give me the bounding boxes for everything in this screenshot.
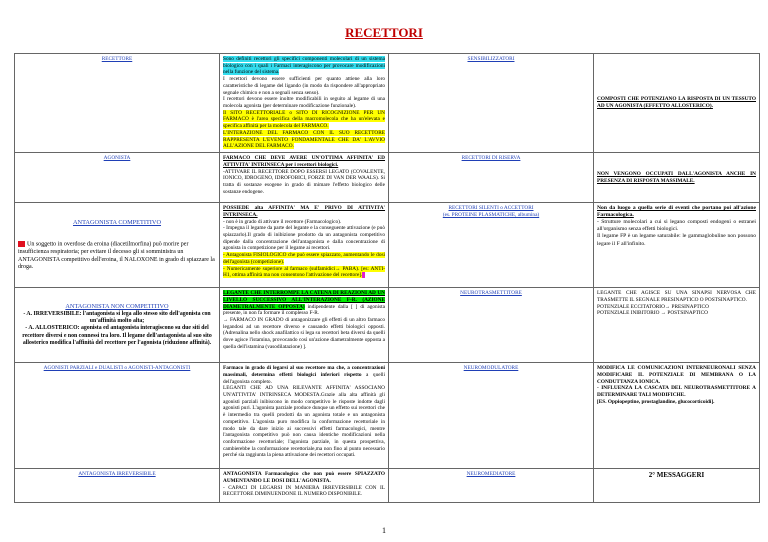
- highlighted-title: LEGANTE CHE INTERROMPE LA CATENA DI REAZIONI AD UN LIVELLO SUCCESSIVO ALL'INTERAZIONE F-R. (AZIONE DIAMETRALMENTE OPPOSTA): [223, 290, 385, 310]
- row-label-recettore: RECETTORE: [15, 54, 220, 153]
- description-text: - non è in grado di attivare il recettore (Farmacologico). - Impegna il legame da parte del legante e la conseguente attivazione (e può spiazzarlo).Il grado di inibizione prodotto da un antagonista competitivo dipende dalla concentrazione dell'antagonista e dalla concentrazione di agonista in competizione per il legame ai recettori.: [223, 218, 385, 252]
- description-text: indipendente dalla [ ] di agonista presente, in non fa formare il complesso F-R. → FARMACO IN GRADO di antagonizzare gli effetti di un altro farmaco legandosi ad un recettore diverso e causando effetti biologici opposti. (Adrenalina nello shock anafilattico si lega su recettori beta diversi da quelli dove agisce l'istamina, provocando così un'azione diametralmente opposta a quella dell'istamina (vasodilatazione) ].: [223, 303, 385, 350]
- table-row: [15, 288, 760, 363]
- right-title: Non da luogo a quella serie di eventi che portano poi all'azione Farmacologica.: [597, 205, 756, 219]
- highlighted-text: - Antagonista FISIOLOGICO che può essere spiazzato, aumentando le dosi dell'agonista (competizione).: [223, 252, 385, 265]
- row-label-agonista: AGONISTA: [15, 153, 220, 203]
- row-description: [220, 203, 389, 288]
- row-label-recettori-riserva: RECETTORI DI RISERVA: [389, 153, 594, 203]
- page-title: RECETTORI: [345, 25, 423, 40]
- table-row: [15, 469, 760, 503]
- page-number: 1: [382, 526, 386, 535]
- description-text: -ATTIVARE IL RECETTORE DOPO ESSERSI LEGATO (COVALENTE, IONICO, IDROGENO, IDROFOBICI, FORZE DI VAN DER WAALS). Si tratta di sostanze esogene in grado di mimare l'effetto biologico delle sostanze endogene.: [223, 168, 385, 195]
- marker-icon: [18, 241, 25, 247]
- row-label-sensibilizzatori: SENSIBILIZZATORI: [389, 54, 594, 153]
- row-description: [220, 153, 389, 203]
- table-row: [15, 153, 760, 203]
- description-text: - CAPACI DI LEGARSI IN MANIERA IRREVERSIBILE CON IL RECETTORE DIMINUENDONE IL NUMERO DISPONIBILE.: [223, 484, 385, 498]
- right-description: LEGANTE CHE AGISCE SU UNA SINAPSI NERVOSA CHE TRASMETTE IL SEGNALE PRESINAPTICO O POSTSINAPTICO. POTENZIALE ECCITATORIO→ PRESINAPTICO POTENZIALE INIBITORIO → POSTSINAPTICO: [594, 288, 760, 363]
- description-text: a quelli dell'agonista completo. LEGANTI CHE AD UNA RILEVANTE AFFINITA' ASSOCIANO UN'ATTIVITA' INTRINSECA MODESTA.Grazie alla alta affinità gli agonisti parziali inibiscono in modo competitivo le risposte indotte dagli agonisti puri. L'agonista parziale produce dunque un effetto sui recettori che è intermedio tra quelli prodotti da un agonista totale e un antagonista competitivo. L'agonista puro modifica la conformazione recettoriale in modo tale da dare inizio ai successivi effetti farmacologici, mentre l'antagonista competitivo può non causa identiche modificazioni nella conformazione recettoriale; l'agonista parziale, in questa prospettiva, cambierebbe la conformazione recettoriale,ma non fino al punto necessario perché sia raggiunta la piena attivazione dei recettori occupati.: [223, 371, 385, 459]
- description-title: POSSIEDE alta AFFINITA' MA E' PRIVO DI ATTIVITA' INTRINSECA.: [223, 205, 385, 218]
- table-row: [15, 203, 760, 288]
- highlighted-text: Il SITO RECETTORIALE o SITO DI RICOGNIZIONE PER UN FARMACO è l'area specifica della macromolecola che ha un'elevata e specifica affinità per la molecola del FARMACO.: [223, 109, 385, 130]
- right-description: MODIFICA LE COMUNICAZIONI INTERNEURONALI SENZA MODIFICARE IL POTENZIALE DI MEMBRANA O LA CONDUTTANZA IONICA. - INFLUENZA LA CASCATA DEL NEUROTRASMETTITORE A DETERMINARE TALI MODIFICHE. [ES. Oppiopeptine, prostaglandine, glucocorticoidi].: [594, 363, 760, 469]
- row-label-neuromodulatore: NEUROMODULATORE: [389, 363, 594, 469]
- row-label-antagonista-competitivo: ANTAGONISTA COMPETITIVO: [72, 219, 162, 227]
- right-description: NON VENGONO OCCUPATI DALL'AGONISTA ANCHE IN PRESENZA DI RISPOSTA MASSIMALE.: [594, 153, 760, 203]
- row-label-antagonista-irreversibile: ANTAGONISTA IRREVERSIBILE: [15, 469, 220, 503]
- right-description: Non da luogo a quella serie di eventi che portano poi all'azione Farmacologica. - Strutture molecolari a cui si legano composti endogeni o estranei all'organismo senza effetti biologici. Il legame FP è un legame saturabile: le gammaglobuline non possono legare il F all'infinito.: [594, 203, 760, 288]
- right-description: COMPOSTI CHE POTENZIANO LA RISPOSTA DI UN TESSUTO AD UN AGONISTA (EFFETTO ALLOSTERICO).: [594, 54, 760, 153]
- description-text: I recettori devono essere inoltre modificabili in seguito al legame di una molecola agonista (per determinare modificazione funzionale).: [223, 96, 385, 110]
- row-label-cell: [15, 203, 220, 288]
- description-title: Farmaco in grado di legarsi al suo recettore ma che, a concentrazioni massimali, determina effetti biologici inferiori rispetto: [223, 365, 385, 378]
- description-title: ANTAGONISTA Farmacologico che non può essere SPIAZZATO AUMENTANDO LE DOSI DELL'AGONISTA.: [223, 471, 385, 484]
- row-description: [220, 288, 389, 363]
- marker-icon: [362, 272, 365, 278]
- row-label-antagonista-non-competitivo: ANTAGONISTA NON COMPETITIVO: [65, 302, 169, 310]
- row-label-agonisti-parziali: AGONISTI PARZIALI e DUALISTI o AGONISTI-ANTAGONISTI: [15, 363, 220, 469]
- row-description: [220, 54, 389, 153]
- highlighted-text: L'INTERAZIONE DEL FARMACO CON IL SUO RECETTORE RAPPRESENTA L'EVENTO FONDAMENTALE CHE DA' L'AVVIO ALL'AZIONE DEL FARMACO.: [223, 129, 385, 150]
- right-description: 2° MESSAGGERI: [594, 469, 760, 503]
- row-label-neurotrasmettitore: NEUROTRASMETTITORE: [389, 288, 594, 363]
- highlighted-text: - Numericamente superiore al farmaco (sulfamidici→ PABA). [es: ANTI-H1, ottima affinità ma non consentono l'attivazione del recettore].: [223, 265, 385, 279]
- description-text: I recettori devono essere sufficienti per quanto attiene alla loro caratteristiche di legame del ligando (in modo da rispondere all'appropriato segnale chimico e non a segnali senza senso).: [223, 76, 385, 96]
- row-label-recettori-silenti: RECETTORI SILENTI o ACCETTORI (es. PROTEINE PLASMATICHE, albumina): [389, 203, 594, 288]
- row-description: [220, 469, 389, 503]
- table-row: [15, 54, 760, 153]
- highlighted-definition: Sono definiti recettori gli specifici componenti molecolari di un sistema biologico con i quali i Farmaci interagiscono per provocare modificazioni nella funzione del sistema.: [223, 56, 385, 76]
- receptors-table: [14, 53, 760, 503]
- row-label-cell: ANTAGONISTA NON COMPETITIVO - A. IRREVERSIBILE: l'antagonista si lega allo stesso sito dell'agonista con un'affinità molto alta; - A. ALLOSTERICO: agonista ed antagonista interagiscono su due siti del recettore diversi e non connessi tra loro. Il legame dell'antagonista al suo sito allosterico modifica l'affinità del recettore per l'agonista (riduzione affinità).: [15, 288, 220, 363]
- description-title: FARMACO CHE DEVE AVERE UN'OTTIMA AFFINITA' ED ATTIVITA' INTRINSECA per i recettori biologici.: [223, 155, 385, 168]
- table-row: [15, 363, 760, 469]
- row-label-neuromediatore: NEUROMEDIATORE: [389, 469, 594, 503]
- row-description: [220, 363, 389, 469]
- clinical-note: Un soggetto in overdose da eroina (diacetilmorfina) può morire per insufficienza respiratoria; per evitare il decesso gli si somministra un ANTAGONISTA competitivo dell'eroina, il NALOXONE in grado di spiazzare la droga.: [18, 241, 215, 271]
